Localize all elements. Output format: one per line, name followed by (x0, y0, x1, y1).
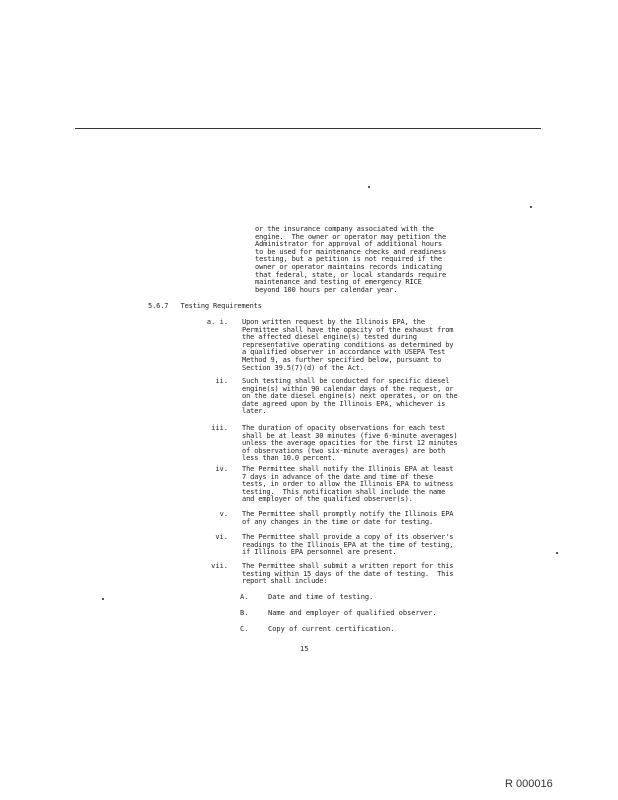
item-number: a. i. (206, 318, 228, 326)
item-text: The Permittee shall notify the Illinois EPA at least 7 days in advance of the date and time of these tests, in order to allow the Illinois EPA to witness testing. This notification shall include the name and employer of the qualified observer(s). (242, 465, 454, 504)
item-text: The Permittee shall provide a copy of its observer's readings to the Illinois EPA at the time of testing, if Illinois EPA personnel are present. (242, 533, 454, 557)
scan-speck (102, 598, 104, 600)
item-number: ii. (215, 377, 228, 385)
item-text: The Permittee shall promptly notify the Illinois EPA of any changes in the time or date for testing. (242, 510, 454, 526)
header-rule (75, 128, 541, 129)
sub-item-letter: A. (240, 593, 249, 601)
item-text: The Permittee shall submit a written report for this testing within 15 days of the date of testing. This report shall include: (242, 562, 454, 586)
scan-speck (368, 186, 370, 188)
item-number: iv. (215, 465, 228, 473)
continuation-paragraph: or the insurance company associated with the engine. The owner or operator may petition the Administrator for approval of additional hours to be used for maintenance checks and readiness testing, but a petition is not required if the owner or operator maintains records indicating that federal, state, or local standards require maintenance and testing of emergency RICE beyond 100 hours per calendar year. (255, 225, 447, 294)
sub-item-letter: C. (240, 625, 249, 633)
bates-number: R 000016 (505, 778, 553, 790)
sub-item-text: Copy of current certification. (268, 625, 395, 633)
item-number: iii. (211, 424, 228, 432)
sub-item-text: Name and employer of qualified observer. (268, 609, 437, 617)
section-heading: 5.6.7 Testing Requirements (148, 302, 262, 310)
scan-speck (556, 552, 558, 554)
scan-speck (530, 206, 532, 208)
page-number: 15 (300, 645, 309, 653)
item-number: vii. (211, 562, 228, 570)
item-text: The duration of opacity observations for each test shall be at least 30 minutes (five 6-minute averages) unless the average opacities for the first 12 minutes of observations (two six-minute averages) are both less than 10.0 percent. (242, 424, 458, 463)
sub-item-letter: B. (240, 609, 249, 617)
item-number: vi. (215, 533, 228, 541)
item-text: Such testing shall be conducted for specific diesel engine(s) within 90 calendar days of the request, or on the date diesel engine(s) next operates, or on the date agreed upon by the Illinois EPA, whichever is later. (242, 377, 458, 416)
item-number: v. (219, 510, 228, 518)
item-text: Upon written request by the Illinois EPA, the Permittee shall have the opacity of the exhaust from the affected diesel engine(s) tested during representative operating conditions as determined by a qualified observer in accordance with USEPA Test Method 9, as further specified below, pursuant to Section 39.5(7)(d) of the Act. (242, 318, 454, 372)
sub-item-text: Date and time of testing. (268, 593, 374, 601)
